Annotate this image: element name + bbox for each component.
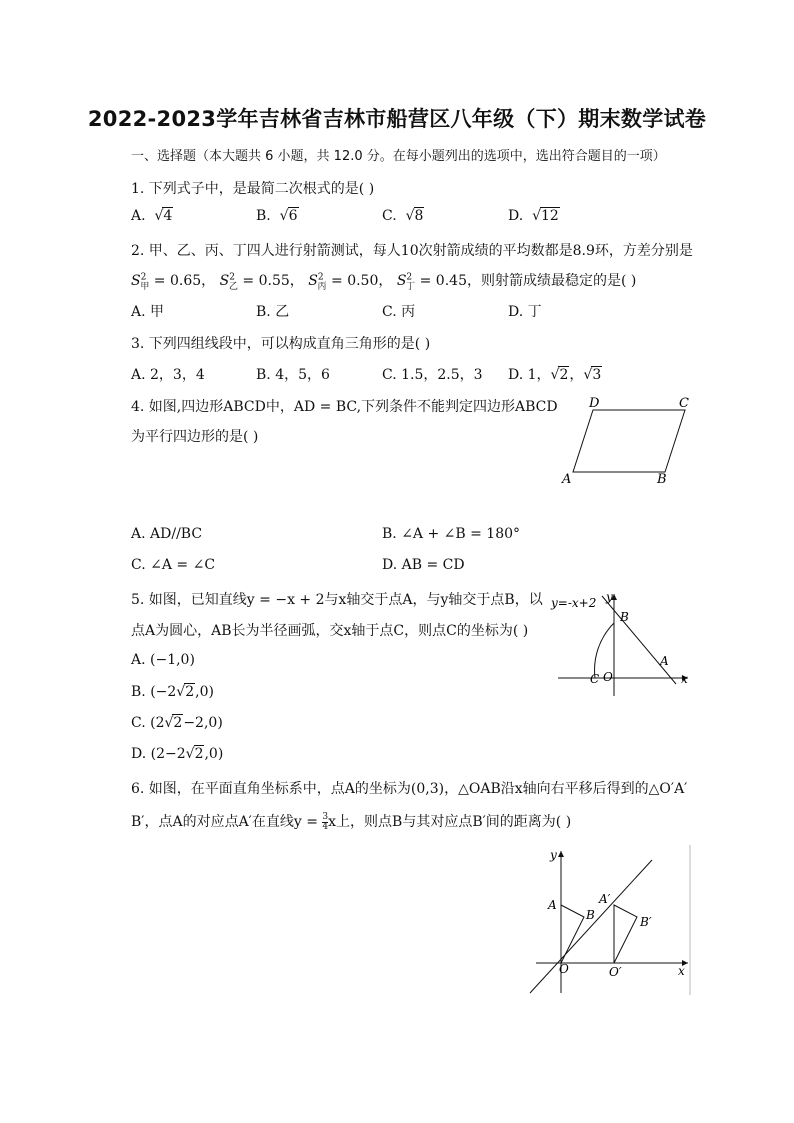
q5-option-c[interactable]: C. (2√2−2,0) xyxy=(131,715,223,731)
parallelogram-shape xyxy=(573,410,685,472)
section-header: 一、选择题（本大题共 6 小题，共 12.0 分。在每小题列出的选项中，选出符合题目的一项） xyxy=(131,149,666,164)
question-5-stem-2: 点A为圆心，AB长为半径画弧，交x轴于点C，则点C的坐标为( ) xyxy=(131,623,529,639)
label-B: B xyxy=(657,472,667,487)
q3-option-d[interactable]: D. 1，√2，√3 xyxy=(508,367,602,383)
q1-option-c[interactable]: C. √8 xyxy=(382,208,424,224)
x-axis-label: x xyxy=(678,964,685,978)
q1-option-d[interactable]: D. √12 xyxy=(508,208,559,224)
x-axis-label: x xyxy=(681,672,688,686)
y-axis-label: y xyxy=(606,590,613,604)
q2-option-b[interactable]: B. 乙 xyxy=(256,304,290,320)
label-O: O xyxy=(559,962,569,976)
page-title: 2022-2023学年吉林省吉林市船营区八年级（下）期末数学试卷 xyxy=(87,107,707,131)
label-A-prime: A′ xyxy=(599,892,611,906)
y-axis-label: y xyxy=(550,848,557,862)
label-D: D xyxy=(589,396,600,411)
question-6-stem-2: B′，点A的对应点A′在直线y = $\frac{3}{4}$ x上，则点B与其对应点B′间的距离为( ) xyxy=(131,811,572,832)
question-4-stem-2: 为平行四边形的是( ) xyxy=(131,429,259,445)
q2-option-c[interactable]: C. 丙 xyxy=(382,304,416,320)
q5-coordinate-figure xyxy=(548,588,698,700)
label-B-prime: B′ xyxy=(640,915,652,929)
q4-option-a[interactable]: A. AD//BC xyxy=(131,526,203,542)
q2-option-a[interactable]: A. 甲 xyxy=(131,304,165,320)
triangle-O2A2B2 xyxy=(614,905,637,963)
question-3-stem: 3. 下列四组线段中，可以构成直角三角形的是( ) xyxy=(131,336,431,352)
q1-option-b[interactable]: B. √6 xyxy=(256,208,298,224)
label-O-prime: O′ xyxy=(609,965,622,979)
q4-option-d[interactable]: D. AB = CD xyxy=(382,557,465,573)
label-C: C xyxy=(590,672,600,686)
q4-parallelogram-figure xyxy=(555,392,705,492)
q3-option-c[interactable]: C. 1.5，2.5，3 xyxy=(382,367,483,383)
question-2-variances: $S^2_甲 = 0.65$， $S^2_乙 = 0.55$， $S^2_丙 = 0.50$， $S^2_丁 = 0.45$，则射箭成绩最稳定的是( ) xyxy=(131,272,637,292)
label-B: B xyxy=(586,908,595,922)
question-1-stem: 1. 下列式子中，是最简二次根式的是( ) xyxy=(131,181,375,197)
question-2-stem: 2. 甲、乙、丙、丁四人进行射箭测试，每人10次射箭成绩的平均数都是8.9环，方差分别是 xyxy=(131,243,693,259)
q5-option-a[interactable]: A. (−1,0) xyxy=(131,652,195,668)
label-A: A xyxy=(548,898,557,912)
fraction-3-4: $\frac{3}{4}$ xyxy=(322,811,329,832)
line-y-3-4-x xyxy=(530,860,652,993)
question-6-stem: 6. 如图，在平面直角坐标系中，点A的坐标为(0,3)，△OAB沿x轴向右平移后得到的△O′A′ xyxy=(131,781,688,797)
q3-option-a[interactable]: A. 2，3，4 xyxy=(131,367,205,383)
label-C: C xyxy=(679,396,689,411)
q4-option-c[interactable]: C. ∠A = ∠C xyxy=(131,557,216,573)
question-5-stem: 5. 如图，已知直线y = −x + 2与x轴交于点A，与y轴交于点B，以 xyxy=(131,592,543,608)
line-y-neg-x-plus-2 xyxy=(602,596,676,684)
label-A: A xyxy=(660,654,669,668)
q1-option-a[interactable]: A. √4 xyxy=(131,208,173,224)
q2-option-d[interactable]: D. 丁 xyxy=(508,304,542,320)
label-A: A xyxy=(562,472,572,487)
label-O: O xyxy=(603,670,613,684)
q6-coordinate-figure xyxy=(528,845,693,995)
q4-option-b[interactable]: B. ∠A + ∠B = 180° xyxy=(382,526,521,542)
line-equation-label: y=-x+2 xyxy=(551,596,597,610)
label-B: B xyxy=(620,610,629,624)
triangle-OAB xyxy=(561,905,584,963)
question-4-stem: 4. 如图,四边形ABCD中，AD = BC,下列条件不能判定四边形ABCD xyxy=(131,399,558,415)
q3-option-b[interactable]: B. 4，5，6 xyxy=(256,367,330,383)
q5-option-d[interactable]: D. (2−2√2,0) xyxy=(131,746,224,762)
q5-option-b[interactable]: B. (−2√2,0) xyxy=(131,684,214,700)
